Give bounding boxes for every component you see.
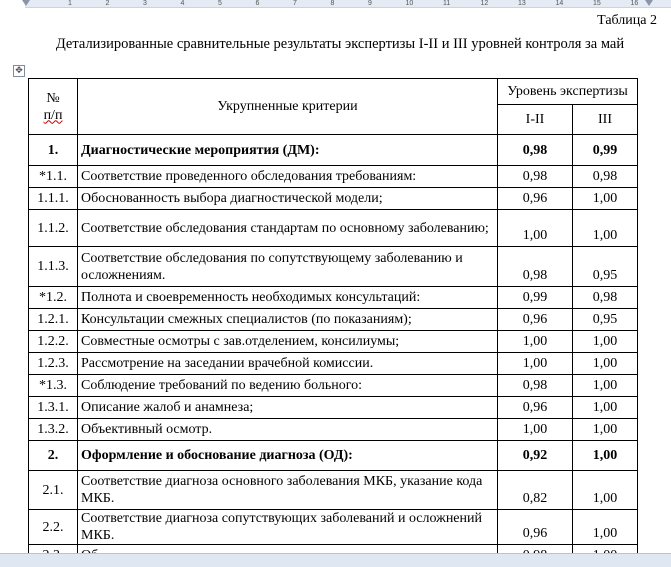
row-criteria: Описание жалоб и анамнеза; [78, 397, 498, 419]
row-criteria: Совместные осмотры с зав.отделением, консилиумы; [78, 331, 498, 353]
ruler-tick-label: 1 [68, 0, 72, 7]
row-value-level-3: 1,00 [573, 510, 638, 545]
ruler-tick-label: 10 [405, 0, 414, 7]
ruler-tick-label: 12 [480, 0, 489, 7]
ruler-tick-label: 7 [293, 0, 297, 7]
row-number: 1.3.1. [29, 397, 78, 419]
row-number: 1.2.1. [29, 309, 78, 331]
row-number: 1.2.2. [29, 331, 78, 353]
row-value-level-1-2: 0,96 [498, 188, 573, 210]
ruler-band [25, 0, 671, 8]
ruler-tick-label: 16 [630, 0, 639, 7]
ruler-tick-label: 13 [518, 0, 526, 7]
row-criteria: Рассмотрение на заседании врачебной комиссии. [78, 353, 498, 375]
status-bar [0, 553, 671, 567]
row-number: 1.1.1. [29, 188, 78, 210]
row-value-level-3: 1,00 [573, 331, 638, 353]
ruler-tick-label: 9 [368, 0, 372, 7]
row-value-level-1-2: 0,96 [498, 510, 573, 545]
row-value-level-1-2: 0,98 [498, 166, 573, 188]
ruler-tick-label: 15 [593, 0, 601, 7]
row-criteria: Консультации смежных специалистов (по показаниям); [78, 309, 498, 331]
row-criteria: Соблюдение требований по ведению больного: [78, 375, 498, 397]
row-number: 1.1.3. [29, 247, 78, 287]
row-number: 2.1. [29, 471, 78, 510]
header-number-line1: № [46, 90, 60, 106]
row-value-level-3: 1,00 [573, 397, 638, 419]
indent-marker-left[interactable] [22, 0, 30, 6]
row-value-level-1-2: 0,96 [498, 397, 573, 419]
table-row [29, 471, 638, 510]
row-value-level-1-2: 0,98 [498, 135, 573, 166]
row-value-level-1-2: 1,00 [498, 331, 573, 353]
header-number-line2: п/п [43, 107, 63, 123]
row-value-level-1-2: 1,00 [498, 419, 573, 441]
table-row [29, 375, 638, 397]
ruler-tick-label: 14 [555, 0, 564, 7]
table-move-handle-icon[interactable]: ✥ [13, 65, 25, 77]
row-number: 1.2.3. [29, 353, 78, 375]
table-row [29, 331, 638, 353]
ruler-tick-label: 6 [255, 0, 260, 7]
table-row [29, 441, 638, 471]
indent-marker-right[interactable] [645, 0, 653, 6]
table-caption: Таблица 2 [597, 13, 657, 28]
row-criteria: Диагностические мероприятия (ДМ): [78, 135, 498, 166]
table-row [29, 353, 638, 375]
row-number: 2.2. [29, 510, 78, 545]
row-value-level-3: 0,98 [573, 287, 638, 309]
table-row [29, 188, 638, 210]
row-number: 1.3.2. [29, 419, 78, 441]
row-number: 1.1.2. [29, 210, 78, 247]
ruler-tick-label: 4 [180, 0, 185, 7]
table-row [29, 287, 638, 309]
row-criteria: Соответствие обследования по сопутствующему заболеванию и осложнениям. [78, 247, 498, 287]
document-title: Детализированные сравнительные результаты экспертизы I-II и III уровней контроля за май [55, 36, 625, 52]
row-value-level-1-2: 0,82 [498, 471, 573, 510]
ruler-tick-label: 11 [443, 0, 451, 7]
row-value-level-3: 1,00 [573, 441, 638, 471]
ruler-tick-label: 3 [143, 0, 147, 7]
row-value-level-3: 0,98 [573, 166, 638, 188]
row-number: 2. [29, 441, 78, 471]
row-value-level-3: 1,00 [573, 375, 638, 397]
row-value-level-1-2: 0,98 [498, 375, 573, 397]
header-level: Уровень экспертизы [498, 79, 638, 105]
table-row [29, 419, 638, 441]
row-value-level-3: 1,00 [573, 353, 638, 375]
row-value-level-1-2: 0,99 [498, 287, 573, 309]
row-value-level-1-2: 0,98 [498, 247, 573, 287]
header-criteria: Укрупненные критерии [78, 79, 498, 135]
table-row [29, 510, 638, 545]
comparison-table [28, 78, 638, 567]
row-value-level-1-2: 0,96 [498, 309, 573, 331]
header-col-level-1-2: I-II [498, 105, 573, 135]
row-value-level-3: 0,95 [573, 309, 638, 331]
row-criteria: Соответствие проведенного обследования требованиям: [78, 166, 498, 188]
header-col-level-3: III [573, 105, 638, 135]
row-value-level-1-2: 1,00 [498, 353, 573, 375]
table-row [29, 210, 638, 247]
row-value-level-1-2: 1,00 [498, 210, 573, 247]
row-value-level-1-2: 0,92 [498, 441, 573, 471]
row-value-level-3: 0,95 [573, 247, 638, 287]
row-criteria: Оформление и обоснование диагноза (ОД): [78, 441, 498, 471]
header-number [29, 79, 78, 135]
row-value-level-3: 1,00 [573, 471, 638, 510]
row-criteria: Соответствие диагноза сопутствующих заболеваний и осложнений МКБ. [78, 510, 498, 545]
ruler-tick-label: 8 [330, 0, 335, 7]
table-row [29, 135, 638, 166]
row-value-level-3: 0,99 [573, 135, 638, 166]
table-row [29, 247, 638, 287]
row-value-level-3: 1,00 [573, 419, 638, 441]
row-criteria: Соответствие диагноза основного заболевания МКБ, указание кода МКБ. [78, 471, 498, 510]
row-criteria: Объективный осмотр. [78, 419, 498, 441]
row-criteria: Соответствие обследования стандартам по основному заболеванию; [78, 210, 498, 247]
row-number: *1.1. [29, 166, 78, 188]
table-row [29, 166, 638, 188]
row-number: *1.2. [29, 287, 78, 309]
horizontal-ruler[interactable] [0, 0, 671, 9]
row-value-level-3: 1,00 [573, 210, 638, 247]
row-criteria: Обоснованность выбора диагностической модели; [78, 188, 498, 210]
ruler-tick-label: 5 [218, 0, 222, 7]
row-criteria: Полнота и своевременность необходимых консультаций: [78, 287, 498, 309]
ruler-tick-label: 2 [105, 0, 110, 7]
table-row [29, 309, 638, 331]
row-value-level-3: 1,00 [573, 188, 638, 210]
table-row [29, 397, 638, 419]
row-number: 1. [29, 135, 78, 166]
row-number: *1.3. [29, 375, 78, 397]
